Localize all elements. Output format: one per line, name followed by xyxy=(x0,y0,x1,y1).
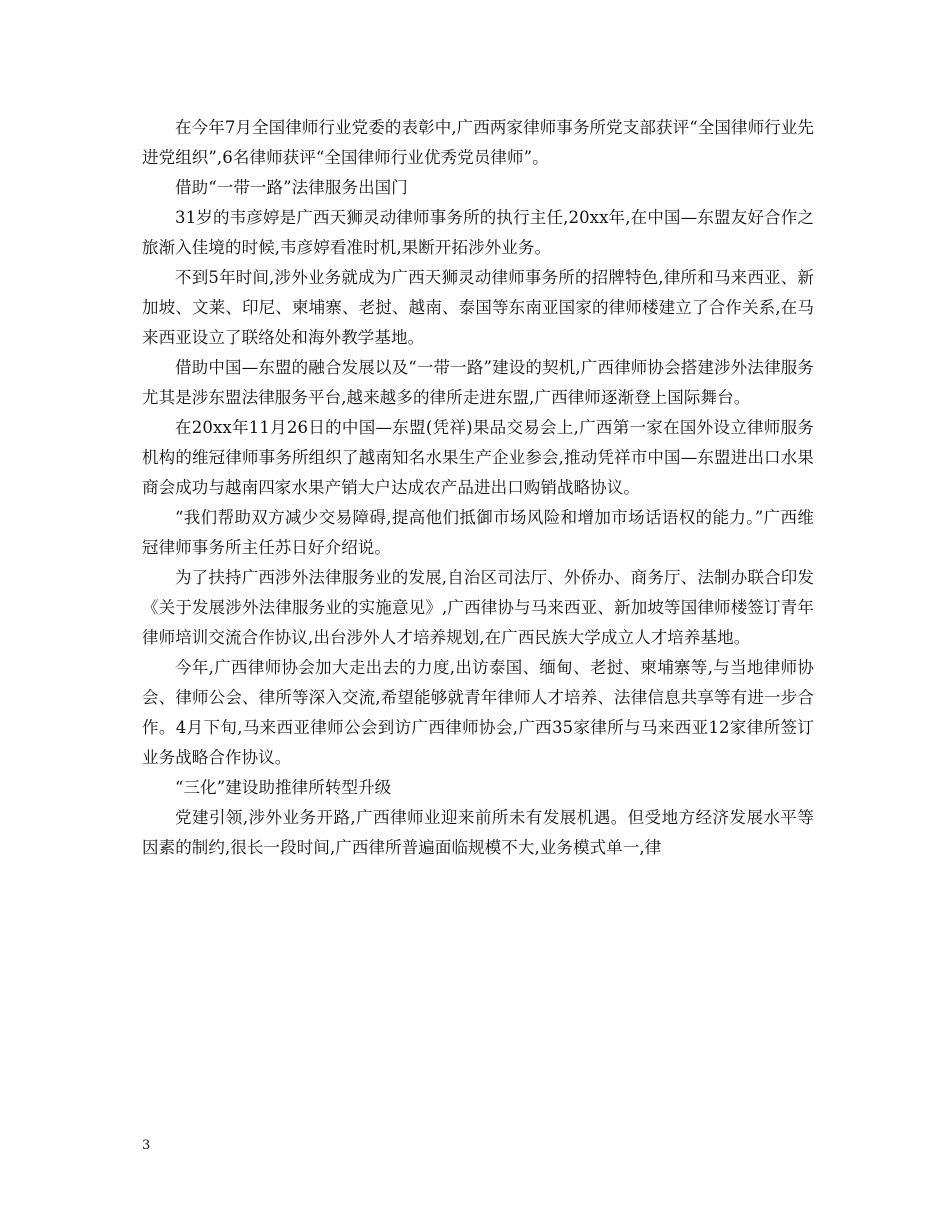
paragraph: 党建引领,涉外业务开路,广西律师业迎来前所未有发展机遇。但受地方经济发展水平等因素的制约,很长一段时间,广西律所普遍面临规模不大,业务模式单一,律 xyxy=(142,808,814,857)
paragraph: 在今年7月全国律师行业党委的表彰中,广西两家律师事务所党支部获评“全国律师行业先进党组织”,6名律师获评“全国律师行业优秀党员律师”。 xyxy=(142,118,814,167)
paragraph: 31岁的韦彦婷是广西天狮灵动律师事务所的执行主任,20xx年,在中国—东盟友好合作之旅渐入佳境的时候,韦彦婷看准时机,果断开拓涉外业务。 xyxy=(142,208,814,257)
document-body xyxy=(142,113,814,863)
section-heading: 借助“一带一路”法律服务出国门 xyxy=(175,178,408,197)
section-heading: “三化”建设助推律所转型升级 xyxy=(175,778,392,797)
paragraph: 为了扶持广西涉外法律服务业的发展,自治区司法厅、外侨办、商务厅、法制办联合印发《关于发展涉外法律服务业的实施意见》,广西律协与马来西亚、新加坡等国律师楼签订青年律师培训交流合作协议,出台涉外人才培养规划,在广西民族大学成立人才培养基地。 xyxy=(142,568,814,647)
paragraph: 不到5年时间,涉外业务就成为广西天狮灵动律师事务所的招牌特色,律所和马来西亚、新加坡、文莱、印尼、柬埔寨、老挝、越南、泰国等东南亚国家的律师楼建立了合作关系,在马来西亚设立了联络处和海外教学基地。 xyxy=(142,268,814,347)
paragraph: 在20xx年11月26日的中国—东盟(凭祥)果品交易会上,广西第一家在国外设立律师服务机构的维冠律师事务所组织了越南知名水果生产企业参会,推动凭祥市中国—东盟进出口水果商会成功与越南四家水果产销大户达成农产品进出口购销战略协议。 xyxy=(142,418,814,497)
paragraph: 借助中国—东盟的融合发展以及“一带一路”建设的契机,广西律师协会搭建涉外法律服务尤其是涉东盟法律服务平台,越来越多的律所走进东盟,广西律师逐渐登上国际舞台。 xyxy=(142,358,814,407)
paragraph: “我们帮助双方减少交易障碍,提高他们抵御市场风险和增加市场话语权的能力。”广西维冠律师事务所主任苏日好介绍说。 xyxy=(142,508,814,557)
page-number: 3 xyxy=(142,1138,151,1153)
paragraph: 今年,广西律师协会加大走出去的力度,出访泰国、缅甸、老挝、柬埔寨等,与当地律师协会、律师公会、律所等深入交流,希望能够就青年律师人才培养、法律信息共享等有进一步合作。4月下旬,马来西亚律师公会到访广西律师协会,广西35家律所与马来西亚12家律所签订业务战略合作协议。 xyxy=(142,658,814,767)
